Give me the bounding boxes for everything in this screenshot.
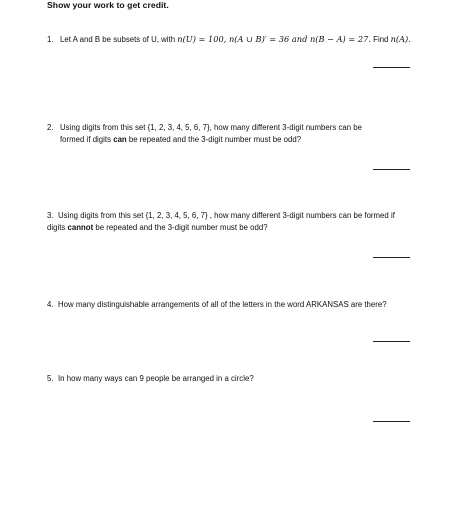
question-2-line-1 <box>47 122 437 134</box>
question-1-number: 1. <box>47 35 54 44</box>
question-4-answer-line[interactable] <box>373 341 410 342</box>
question-2-line-2 <box>47 134 437 146</box>
question-3-answer-line[interactable] <box>373 257 410 258</box>
question-5-text: In how many ways can 9 people be arranged in a circle? <box>58 374 254 383</box>
question-2-emphasis: can <box>113 135 127 144</box>
question-2-line-2-pre: formed if digits <box>60 135 114 144</box>
question-5 <box>47 373 437 385</box>
question-5-number: 5. <box>47 374 54 383</box>
question-5-answer-line[interactable] <box>373 421 410 422</box>
question-1-math-a: n(U) = 100, n(A ∪ B)′ = 36 and n(B − A) = 27. <box>177 34 371 44</box>
question-4-number: 4. <box>47 300 54 309</box>
question-3-line-2 <box>47 222 457 234</box>
question-1-math-b: n(A). <box>390 34 411 44</box>
question-4 <box>47 299 447 311</box>
question-2-line-2-post: be repeated and the 3-digit number must be odd? <box>126 135 302 144</box>
question-1-text-b: Find <box>370 35 391 44</box>
question-1 <box>47 33 447 46</box>
question-2-line-1-text: Using digits from this set {1, 2, 3, 4, 5, 6, 7}, how many different 3-digit numbers can be <box>60 123 363 132</box>
question-3-number: 3. <box>47 211 54 220</box>
question-3-line-2-post: be repeated and the 3-digit number must be odd? <box>93 223 268 232</box>
question-3-emphasis: cannot <box>67 223 94 232</box>
question-1-text-a: Let A and B be subsets of U, with <box>60 35 178 44</box>
question-2 <box>47 122 437 146</box>
page-title: Show your work to get credit. <box>47 0 169 10</box>
question-4-text: How many distinguishable arrangements of all of the letters in the word ARKANSAS are there? <box>58 300 387 309</box>
question-2-number: 2. <box>47 123 54 132</box>
question-3-line-2-pre: digits <box>47 223 68 232</box>
question-2-answer-line[interactable] <box>373 169 410 170</box>
question-3-line-1-text: Using digits from this set {1, 2, 3, 4, 5, 6, 7} , how many different 3-digit numbers can be formed if <box>58 211 395 220</box>
question-3-line-1 <box>47 210 457 222</box>
question-1-answer-line[interactable] <box>373 67 410 68</box>
question-3 <box>47 210 457 234</box>
